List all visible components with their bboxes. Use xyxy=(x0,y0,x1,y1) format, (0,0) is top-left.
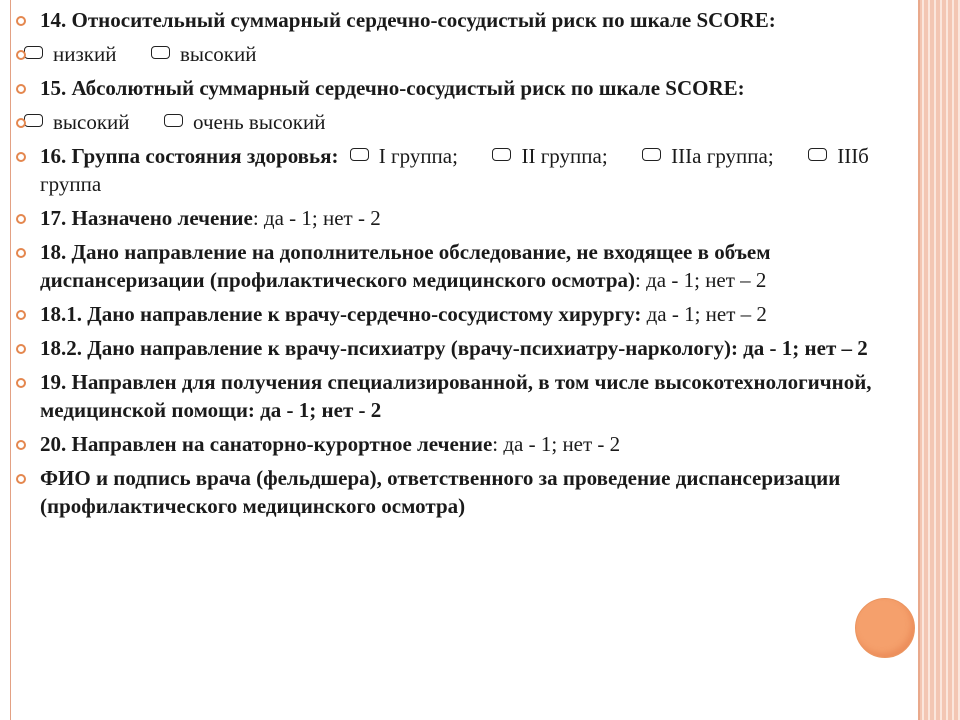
slide-content xyxy=(16,6,911,526)
bullet-icon xyxy=(16,310,26,320)
bullet-icon xyxy=(16,152,26,162)
list-item-q18-1 xyxy=(16,300,911,328)
bullet-icon xyxy=(16,248,26,258)
q17-answer: : да - 1; нет - 2 xyxy=(252,206,381,230)
option-group-3b: IIIб группа xyxy=(40,144,869,196)
signature-text: ФИО и подпись врача (фельдшера), ответственного за проведение диспансеризации (профилактического медицинского осмотра) xyxy=(40,466,841,518)
q18-1-label: 18.1. Дано направление к врачу-сердечно-сосудистому хирургу: xyxy=(40,302,642,326)
list-item-q16 xyxy=(16,142,911,198)
checkbox-group-3a[interactable] xyxy=(642,148,661,161)
checkbox-high[interactable] xyxy=(24,114,43,127)
q18-1-answer: да - 1; нет – 2 xyxy=(641,302,767,326)
list-item-q14 xyxy=(16,6,911,34)
left-frame-line xyxy=(10,0,12,720)
checkbox-group-2[interactable] xyxy=(492,148,511,161)
q18-label: 18. Дано направление на дополнительное обследование, не входящее в объем диспансеризации (профилактического медицинского осмотра) xyxy=(40,240,771,292)
q20-answer: : да - 1; нет - 2 xyxy=(492,432,621,456)
bullet-icon xyxy=(16,16,26,26)
checkbox-high[interactable] xyxy=(151,46,170,59)
list-item-q19 xyxy=(16,368,911,424)
q19-text: 19. Направлен для получения специализированной, в том числе высокотехнологичной, медицинской помощи: да - 1; нет - 2 xyxy=(40,370,872,422)
bullet-icon xyxy=(16,344,26,354)
list-item-q18-2 xyxy=(16,334,911,362)
option-group-1: I группа; xyxy=(378,144,458,168)
checkbox-low[interactable] xyxy=(24,46,43,59)
list-item-q18 xyxy=(16,238,911,294)
checkbox-very-high[interactable] xyxy=(164,114,183,127)
bullet-icon xyxy=(16,474,26,484)
q15-text: 15. Абсолютный суммарный сердечно-сосудистый риск по шкале SCORE: xyxy=(40,76,745,100)
option-high-label: высокий xyxy=(179,42,257,66)
list-item-q20 xyxy=(16,430,911,458)
list-item-q15 xyxy=(16,74,911,102)
option-low-label: низкий xyxy=(53,42,117,66)
option-high-label: высокий xyxy=(53,110,130,134)
option-group-2: II группа; xyxy=(521,144,608,168)
bullet-icon xyxy=(16,440,26,450)
bullet-icon xyxy=(16,118,26,128)
bullet-icon xyxy=(16,214,26,224)
bullet-icon xyxy=(16,50,26,60)
q18-2-text: 18.2. Дано направление к врачу-психиатру (врачу-психиатру-наркологу): да - 1; нет – 2 xyxy=(40,336,868,360)
list-item-q15-options xyxy=(16,108,911,136)
q17-label: 17. Назначено лечение xyxy=(40,206,253,230)
q16-label: 16. Группа состояния здоровья: xyxy=(40,144,339,168)
option-very-high-label: очень высокий xyxy=(193,110,326,134)
list-item-q14-options xyxy=(16,40,911,68)
checkbox-group-3b[interactable] xyxy=(808,148,827,161)
option-group-3a: IIIa группа; xyxy=(671,144,774,168)
list-item-signature xyxy=(16,464,911,520)
decorative-stripes xyxy=(918,0,960,720)
q20-label: 20. Направлен на санаторно-курортное лечение xyxy=(40,432,493,456)
decorative-circle xyxy=(855,598,915,658)
q14-text: 14. Относительный суммарный сердечно-сосудистый риск по шкале SCORE: xyxy=(40,8,776,32)
q18-answer: : да - 1; нет – 2 xyxy=(635,268,767,292)
bullet-icon xyxy=(16,378,26,388)
checkbox-group-1[interactable] xyxy=(350,148,369,161)
list-item-q17 xyxy=(16,204,911,232)
bullet-icon xyxy=(16,84,26,94)
